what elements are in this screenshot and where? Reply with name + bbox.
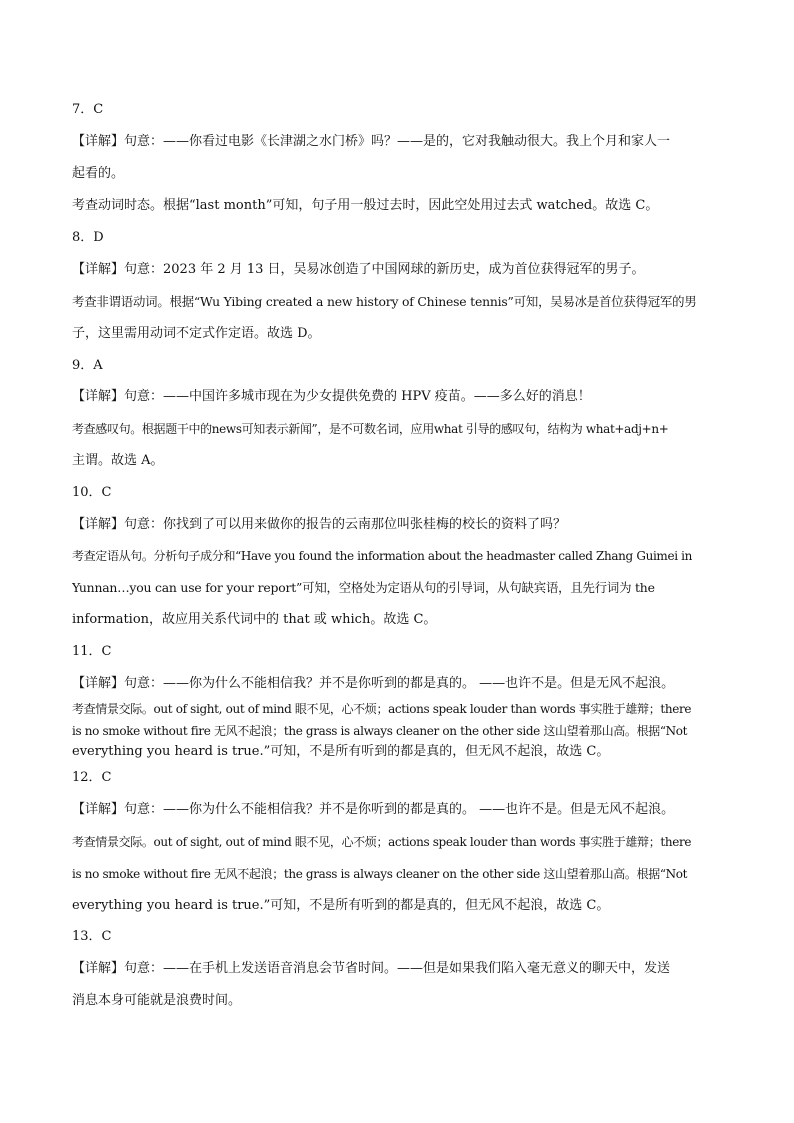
answer-number: 13．C: [72, 929, 112, 944]
answer-number: 9．A: [72, 358, 103, 373]
explanation-line: 起看的。: [72, 166, 125, 181]
explanation-line: 【详解】句意：——在手机上发送语音消息会节省时间。——但是如果我们陷入毫无意义的聊天中，发送: [72, 961, 671, 976]
answer-number: 11．C: [72, 644, 112, 659]
explanation-line: 【详解】句意：——你为什么不能相信我？并不是你听到的都是真的。 ——也许不是。但是无风不起浪。: [72, 676, 675, 691]
explanation-line: everything you heard is true.”可知，不是所有听到的都是真的，但无风不起浪，故选 C。: [72, 744, 610, 759]
explanation-line: 考查情景交际。out of sight, out of mind 眼不见，心不烦；actions speak louder than words 事实胜于雄辩；there: [72, 835, 692, 849]
explanation-line: 考查定语从句。分析句子成分和“Have you found the information about the headmaster called Zhang Guimei in: [72, 549, 693, 563]
explanation-line: 主谓。故选 A。: [72, 453, 164, 468]
answer-number: 8．D: [72, 230, 104, 245]
explanation-line: Yunnan…you can use for your report”可知，空格处为定语从句的引导词，从句缺宾语，且先行词为 the: [72, 580, 655, 595]
answer-number: 12．C: [72, 770, 112, 785]
answer-number: 10．C: [72, 485, 112, 500]
answer-number: 7．C: [72, 102, 104, 117]
explanation-line: 考查动词时态。根据“last month”可知，句子用一般过去时，因此空处用过去式 watched。故选 C。: [72, 198, 659, 213]
explanation-line: information，故应用关系代词中的 that 或 which。故选 C。: [72, 612, 437, 627]
explanation-line: 考查情景交际。out of sight, out of mind 眼不见，心不烦；actions speak louder than words 事实胜于雄辩；there: [72, 702, 692, 716]
explanation-line: 【详解】句意：2023 年 2 月 13 日，吴易冰创造了中国网球的新历史，成为首位获得冠军的男子。: [72, 262, 645, 277]
explanation-line: 考查非谓语动词。根据“Wu Yibing created a new history of Chinese tennis”可知，吴易冰是首位获得冠军的男: [72, 294, 697, 309]
explanation-line: 【详解】句意：——你看过电影《长津湖之水门桥》吗？——是的，它对我触动很大。我上个月和家人一: [72, 134, 671, 149]
explanation-line: 消息本身可能就是浪费时间。: [72, 993, 242, 1008]
explanation-line: 子，这里需用动词不定式作定语。故选 D。: [72, 326, 321, 341]
explanation-line: 【详解】句意：——中国许多城市现在为少女提供免费的 HPV 疫苗。——多么好的消息！: [72, 389, 591, 404]
explanation-line: 考查感叹句。根据题干中的news可知表示新闻”，是不可数名词，应用what 引导的感叹句，结构为 what+adj+n+: [72, 422, 669, 436]
explanation-line: is no smoke without fire 无风不起浪；the grass is always cleaner on the other side 这山望着那山高。根据“Not: [72, 724, 688, 738]
explanation-line: everything you heard is true.”可知，不是所有听到的都是真的，但无风不起浪，故选 C。: [72, 898, 610, 913]
explanation-line: is no smoke without fire 无风不起浪；the grass is always cleaner on the other side 这山望着那山高。根据“Not: [72, 867, 688, 881]
explanation-line: 【详解】句意：你找到了可以用来做你的报告的云南那位叫张桂梅的校长的资料了吗？: [72, 517, 567, 532]
explanation-line: 【详解】句意：——你为什么不能相信我？并不是你听到的都是真的。 ——也许不是。但是无风不起浪。: [72, 802, 675, 817]
